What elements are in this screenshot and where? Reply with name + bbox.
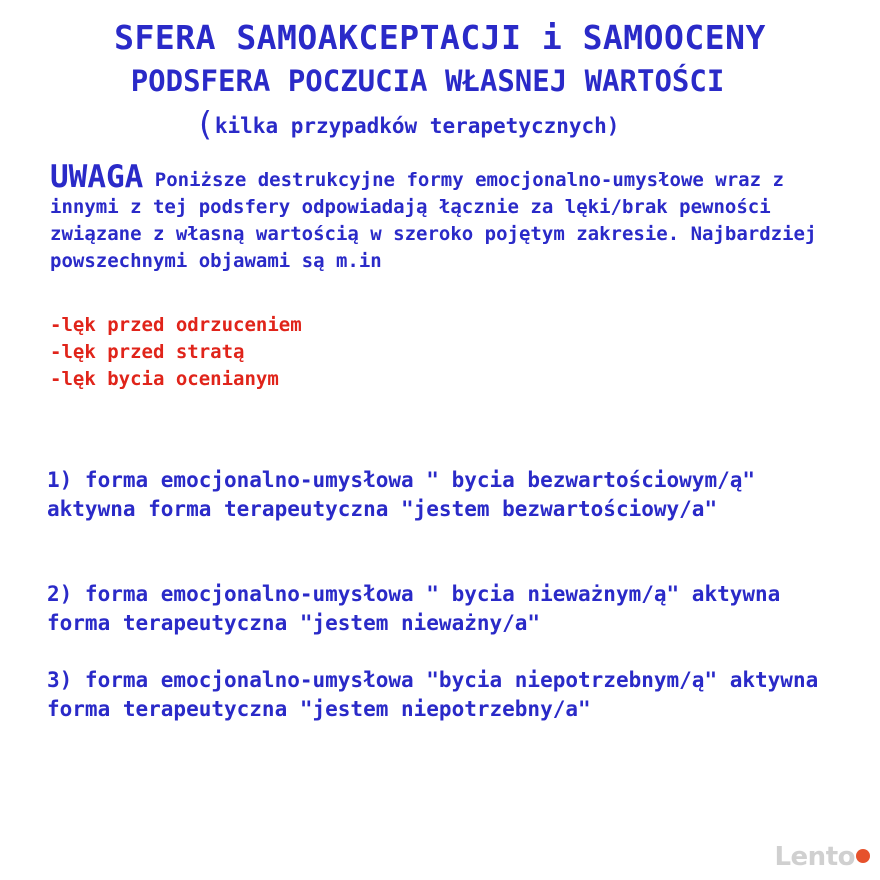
form-item-2: 2) forma emocjonalno-umysłowa " bycia nieważnym/ą" aktywna forma terapeutyczna "jestem nieważny/a" [47,582,781,635]
watermark-badge-icon [856,849,870,863]
symptom-item: -lęk przed odrzuceniem [50,314,302,336]
case-note-text: kilka przypadków terapetycznych) [214,114,620,138]
symptom-item: -lęk przed stratą [50,341,245,363]
symptom-list [50,312,302,393]
form-item-3: 3) forma emocjonalno-umysłowa "bycia niepotrzebnym/ą" aktywna forma terapeutyczna "jestem niepotrzebny/a" [47,668,819,721]
warning-label: UWAGA [50,159,144,195]
form-item-1: 1) forma emocjonalno-umysłowa " bycia bezwartościowym/ą" aktywna forma terapeutyczna "jestem bezwartościowy/a" [47,468,756,521]
main-title: SFERA SAMOAKCEPTACJI i SAMOOCENY [114,18,766,57]
case-note [195,104,619,143]
warning-text: Poniższe destrukcyjne formy emocjonalno-umysłowe wraz z innymi z tej podsfery odpowiadają łącznie za lęki/brak pewności związane z własną wartością w szeroko pojętym zakresie. Najbardziej powszechnymi objawami są m.in [50,169,817,272]
symptom-item: -lęk bycia ocenianym [50,368,279,390]
lento-watermark [774,842,870,872]
subtitle: PODSFERA POCZUCIA WŁASNEJ WARTOŚCI [130,64,725,98]
warning-paragraph [50,159,840,275]
case-note-paren: ( [195,104,215,143]
watermark-text: Lento [774,842,855,872]
